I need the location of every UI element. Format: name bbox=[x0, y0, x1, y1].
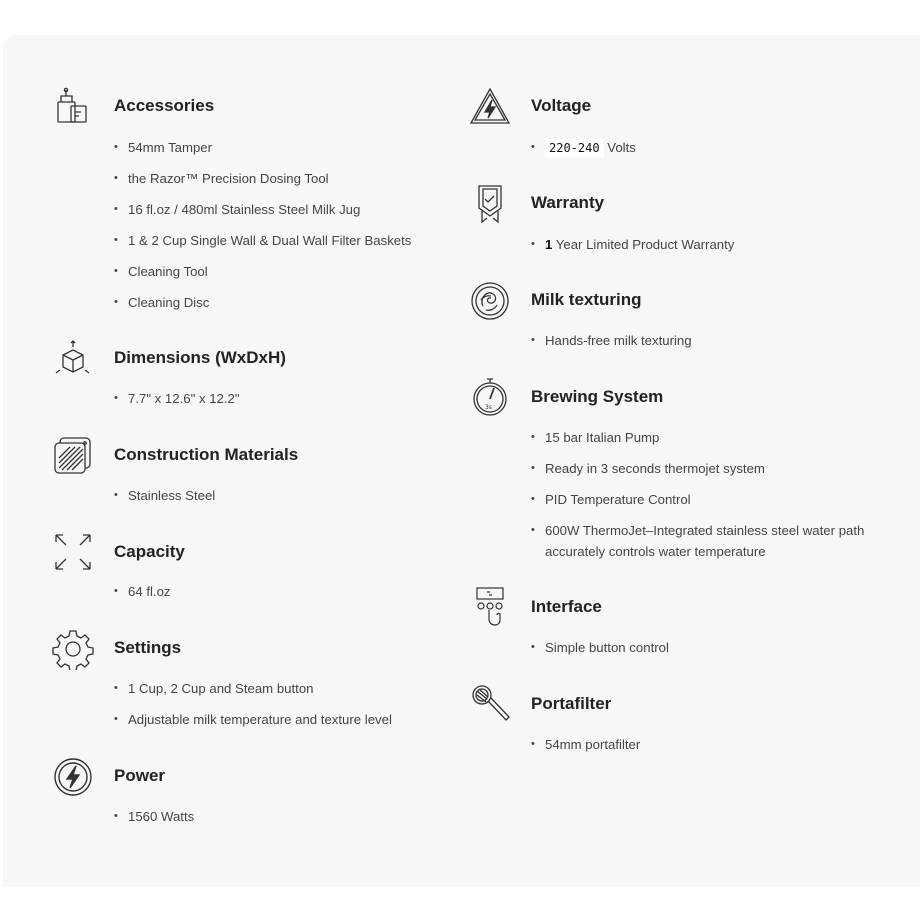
section-title: Warranty bbox=[531, 193, 605, 212]
list-item: • 64 fl.oz bbox=[114, 581, 171, 602]
item-list bbox=[531, 234, 734, 265]
list-item: • Hands-free milk texturing bbox=[531, 330, 692, 351]
list-item: • Ready in 3 seconds thermojet system bbox=[531, 458, 865, 479]
section-title: Power bbox=[114, 766, 166, 785]
settings-gear-icon bbox=[52, 628, 94, 670]
item-list bbox=[531, 637, 669, 668]
list-item: • 54mm portafilter bbox=[531, 734, 640, 755]
milk-texturing-icon bbox=[469, 280, 511, 322]
item-list bbox=[531, 137, 636, 169]
list-item: • 600W ThermoJet–Integrated stainless steel water path accurately controls water temperature bbox=[531, 520, 865, 562]
list-item: • Simple button control bbox=[531, 637, 669, 658]
item-list bbox=[114, 388, 240, 419]
item-list bbox=[114, 806, 194, 837]
warranty-badge-icon bbox=[469, 183, 511, 225]
item-list bbox=[114, 678, 392, 740]
interface-buttons-icon bbox=[469, 586, 511, 628]
voltage-warning-icon bbox=[469, 86, 511, 128]
section-title: Portafilter bbox=[531, 694, 612, 713]
item-list bbox=[114, 137, 411, 323]
item-list bbox=[531, 427, 865, 572]
section-title: Brewing System bbox=[531, 387, 664, 406]
item-list bbox=[531, 330, 692, 361]
list-item: • PID Temperature Control bbox=[531, 489, 865, 510]
list-item bbox=[531, 137, 636, 159]
warranty-text: Year Limited Product Warranty bbox=[555, 237, 735, 252]
voltage-unit: Volts bbox=[607, 140, 636, 155]
list-item: • 54mm Tamper bbox=[114, 137, 411, 158]
list-item: • 1 & 2 Cup Single Wall & Dual Wall Filter Baskets bbox=[114, 230, 411, 251]
list-item: • the Razor™ Precision Dosing Tool bbox=[114, 168, 411, 189]
dimensions-cube-icon bbox=[52, 338, 94, 380]
list-item: • 16 fl.oz / 480ml Stainless Steel Milk Jug bbox=[114, 199, 411, 220]
list-item: • 15 bar Italian Pump bbox=[531, 427, 865, 448]
section-title: Dimensions (WxDxH) bbox=[114, 348, 286, 367]
section-title: Accessories bbox=[114, 96, 215, 115]
section-title: Milk texturing bbox=[531, 290, 642, 309]
section-title: Construction Materials bbox=[114, 445, 299, 464]
timer-label: 3s bbox=[485, 404, 492, 411]
list-item: • Adjustable milk temperature and texture level bbox=[114, 709, 392, 730]
list-item: • Stainless Steel bbox=[114, 485, 215, 506]
section-title: Settings bbox=[114, 638, 182, 657]
list-item: • Cleaning Disc bbox=[114, 292, 411, 313]
list-item: • Cleaning Tool bbox=[114, 261, 411, 282]
section-title: Voltage bbox=[531, 96, 592, 115]
warranty-years: 1 bbox=[545, 237, 553, 252]
construction-materials-icon bbox=[52, 434, 94, 476]
accessories-icon bbox=[52, 86, 94, 128]
item-list bbox=[114, 485, 215, 516]
section-title: Interface bbox=[531, 597, 602, 616]
power-bolt-icon bbox=[52, 756, 94, 798]
list-item: • 1 Cup, 2 Cup and Steam button bbox=[114, 678, 392, 699]
list-item bbox=[531, 234, 734, 255]
item-list bbox=[531, 734, 640, 765]
capacity-expand-icon bbox=[52, 531, 94, 573]
list-item: • 7.7" x 12.6" x 12.2" bbox=[114, 388, 240, 409]
section-title: Capacity bbox=[114, 542, 185, 561]
portafilter-icon bbox=[469, 683, 511, 725]
item-list bbox=[114, 581, 171, 612]
voltage-value: 220-240 bbox=[545, 139, 604, 157]
brewing-timer-icon bbox=[469, 376, 511, 418]
list-item: • 1560 Watts bbox=[114, 806, 194, 827]
